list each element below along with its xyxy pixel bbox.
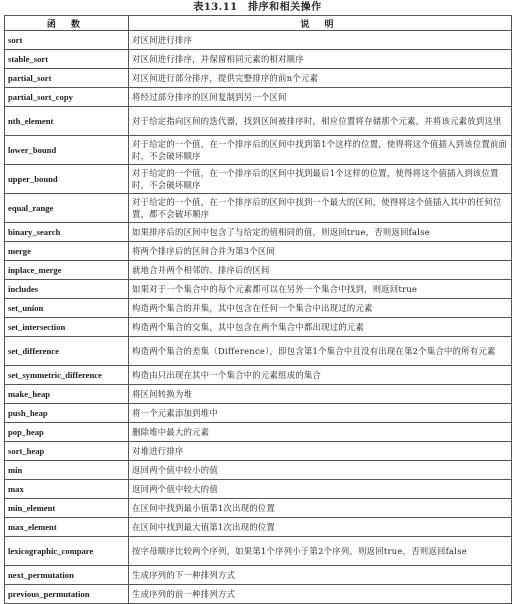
table-row <box>5 385 512 404</box>
table-row <box>5 461 512 480</box>
table-row <box>5 69 512 88</box>
function-name-cell: equal_range <box>5 194 129 223</box>
function-name-cell: pop_heap <box>5 423 129 442</box>
table-row <box>5 136 512 165</box>
function-name-cell: max <box>5 480 129 499</box>
function-description-cell: 对堆进行排序 <box>129 442 512 461</box>
function-description-cell: 返回两个值中较小的值 <box>129 461 512 480</box>
function-description-cell: 如果排序后的区间中包含了与给定的值相同的值，则返回true，否则返回false <box>129 223 512 242</box>
function-name-cell: nth_element <box>5 107 129 136</box>
function-name-cell: previous_permutation <box>5 585 129 604</box>
table-row <box>5 366 512 385</box>
function-name-cell: set_difference <box>5 337 129 366</box>
table-row <box>5 566 512 585</box>
function-description-cell: 在区间中找到最小值第1次出现的位置 <box>129 499 512 518</box>
function-name-cell: binary_search <box>5 223 129 242</box>
table-row <box>5 261 512 280</box>
function-name-cell: sort_heap <box>5 442 129 461</box>
function-name-cell: set_union <box>5 299 129 318</box>
function-name-cell: partial_sort_copy <box>5 88 129 107</box>
function-name-cell: lexicographic_compare <box>5 537 129 566</box>
table-row <box>5 318 512 337</box>
function-description-cell: 将经过部分排序的区间复制到另一个区间 <box>129 88 512 107</box>
function-name-cell: make_heap <box>5 385 129 404</box>
function-description-cell: 构造由只出现在其中一个集合中的元素组成的集合 <box>129 366 512 385</box>
function-name-cell: sort <box>5 31 129 50</box>
function-description-cell: 返回两个值中较大的值 <box>129 480 512 499</box>
table-row <box>5 404 512 423</box>
function-name-cell: min_element <box>5 499 129 518</box>
function-description-cell: 对于给定的一个值，在一个排序后的区间中找到第1个这样的位置，使得将这个值插入到该位置前面时，不会破坏顺序 <box>129 136 512 165</box>
function-name-cell: partial_sort <box>5 69 129 88</box>
function-name-cell: push_heap <box>5 404 129 423</box>
function-name-cell: set_intersection <box>5 318 129 337</box>
table-row <box>5 194 512 223</box>
function-name-cell: stable_sort <box>5 50 129 69</box>
function-description-cell: 对于给定指向区间的迭代器，找到区间被排序时，相应位置将存储那个元素，并将该元素放到这里 <box>129 107 512 136</box>
table-row <box>5 299 512 318</box>
table-row <box>5 242 512 261</box>
table-caption: 表13.11 排序和相关操作 <box>193 2 322 13</box>
table-row <box>5 480 512 499</box>
table-row <box>5 223 512 242</box>
function-description-cell: 构造两个集合的并集，其中包含在任何一个集合中出现过的元素 <box>129 299 512 318</box>
function-description-cell: 将一个元素添加到堆中 <box>129 404 512 423</box>
sort-operations-table <box>4 15 512 604</box>
table-row <box>5 337 512 366</box>
function-description-cell: 对区间进行部分排序，提供完整排序的前n个元素 <box>129 69 512 88</box>
table-row <box>5 280 512 299</box>
function-description-cell: 构造两个集合的差集（Difference），即包含第1个集合中且没有出现在第2个集合中的所有元素 <box>129 337 512 366</box>
function-name-cell: max_element <box>5 518 129 537</box>
function-description-cell: 按字母顺序比较两个序列，如果第1个序列小于第2个序列，则返回true，否则返回false <box>129 537 512 566</box>
table-row <box>5 423 512 442</box>
table-row <box>5 107 512 136</box>
function-description-cell: 对于给定的一个值，在一个排序后的区间中找到一个最大的区间，使得将这个值插入其中的任何位置，都不会破坏顺序 <box>129 194 512 223</box>
function-description-cell: 在区间中找到最大值第1次出现的位置 <box>129 518 512 537</box>
table-body <box>5 31 512 604</box>
function-description-cell: 对区间进行排序，并保留相同元素的相对顺序 <box>129 50 512 69</box>
table-row <box>5 50 512 69</box>
function-description-cell: 生成序列的下一种排列方式 <box>129 566 512 585</box>
function-description-cell: 将两个排序后的区间合并为第3个区间 <box>129 242 512 261</box>
function-name-cell: upper_bound <box>5 165 129 194</box>
table-row <box>5 442 512 461</box>
function-name-cell: lower_bound <box>5 136 129 165</box>
function-name-cell: merge <box>5 242 129 261</box>
function-name-cell: includes <box>5 280 129 299</box>
function-name-cell: min <box>5 461 129 480</box>
function-description-cell: 生成序列的前一种排列方式 <box>129 585 512 604</box>
function-name-cell: inplace_merge <box>5 261 129 280</box>
function-name-cell: next_permutation <box>5 566 129 585</box>
table-header-row <box>5 16 512 31</box>
function-description-cell: 构造两个集合的交集，其中包含在两个集合中都出现过的元素 <box>129 318 512 337</box>
header-function: 函 数 <box>5 16 129 31</box>
table-row <box>5 537 512 566</box>
header-description: 说 明 <box>129 16 512 31</box>
table-row <box>5 31 512 50</box>
table-row <box>5 88 512 107</box>
function-description-cell: 对于给定的一个值，在一个排序后的区间中找到最后1个这样的位置，使得将这个值插入到该位置时，不会破坏顺序 <box>129 165 512 194</box>
function-description-cell: 就地合并两个相邻的、排序后的区间 <box>129 261 512 280</box>
table-row <box>5 165 512 194</box>
function-description-cell: 如果对于一个集合中的每个元素都可以在另外一个集合中找到，则返回true <box>129 280 512 299</box>
function-description-cell: 将区间转换为堆 <box>129 385 512 404</box>
function-description-cell: 对区间进行排序 <box>129 31 512 50</box>
function-description-cell: 删除堆中最大的元素 <box>129 423 512 442</box>
table-row <box>5 499 512 518</box>
table-row <box>5 518 512 537</box>
function-name-cell: set_symmetric_difference <box>5 366 129 385</box>
